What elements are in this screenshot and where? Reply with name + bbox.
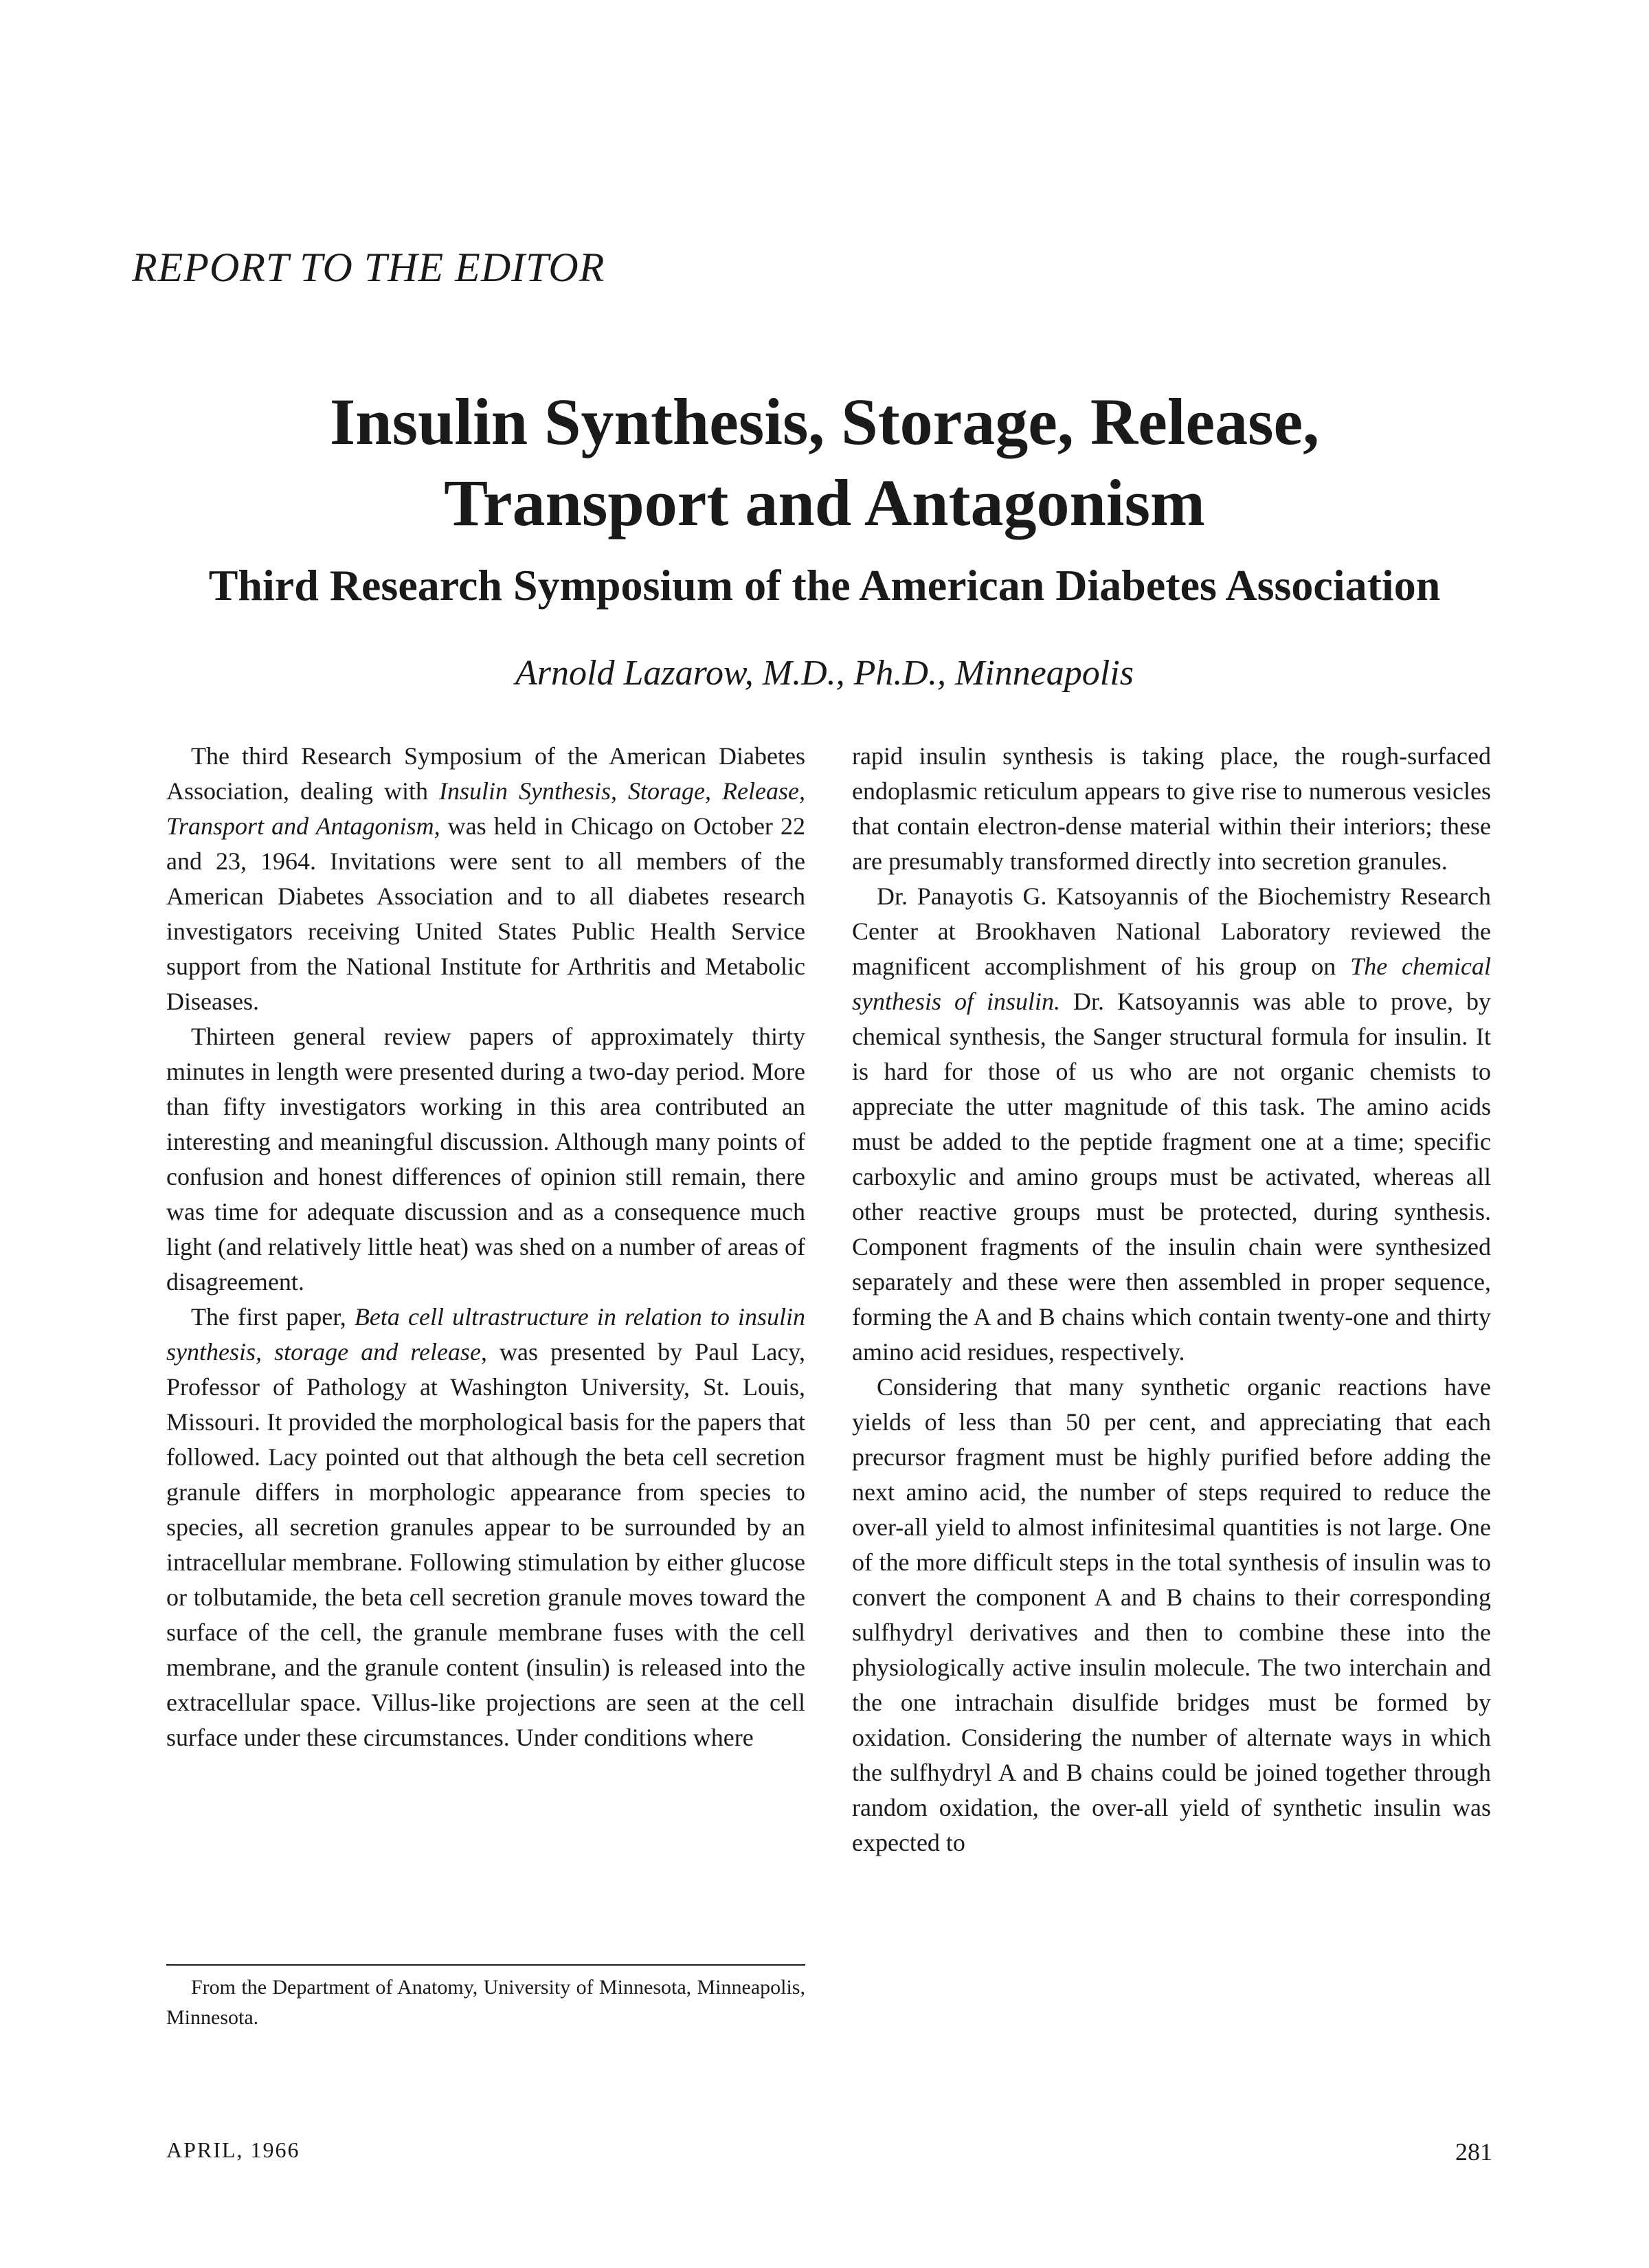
section-label: REPORT TO THE EDITOR [132, 245, 605, 290]
title-line-1: Insulin Synthesis, Storage, Release, [329, 385, 1320, 458]
left-column [166, 739, 805, 1755]
footnote-divider [166, 1964, 805, 1966]
paragraph: Considering that many synthetic organic reactions have yields of less than 50 per cent, and appreciating that each precursor fragment must be highly purified before adding the next amino acid, the number of steps required to reduce the over-all yield to almost infinitesimal quantities is not large. One of the more difficult steps in the total synthesis of insulin was to convert the component A and B chains to their corresponding sulfhydryl derivatives and then to combine these into the physiologically active insulin molecule. The two interchain and the one intrachain disulfide bridges must be formed by oxidation. Considering the number of alternate ways in which the sulfhydryl A and B chains could be joined together through random oxidation, the over-all yield of synthetic insulin was expected to [852, 1373, 1491, 1856]
paragraph: rapid insulin synthesis is taking place, the rough-surfaced endoplasmic reticulum appears to give rise to numerous vesicles that contain electron-dense material within their interiors; these are presumably transformed directly into secretion granules. [852, 742, 1491, 875]
paragraph: Dr. Panayotis G. Katsoyannis of the Biochemistry Research Center at Brookhaven National Laboratory reviewed the magnificent accomplishment of his group on The chemical synthesis of insulin. Dr. Katsoyannis was able to prove, by chemical synthesis, the Sanger structural formula for insulin. It is hard for those of us who are not organic chemists to appreciate the utter magnitude of this task. The amino acids must be added to the peptide fragment one at a time; specific carboxylic and amino groups must be activated, whereas all other reactive groups must be protected, during synthesis. Component fragments of the insulin chain were synthesized separately and these were then assembled in proper sequence, forming the A and B chains which contain twenty-one and thirty amino acid residues, respectively. [852, 882, 1491, 1366]
footnote: From the Department of Anatomy, University of Minnesota, Minneapolis, Minnesota. [166, 1976, 805, 2029]
article-subtitle: Third Research Symposium of the American Diabetes Association [208, 561, 1441, 610]
author-line: Arnold Lazarow, M.D., Ph.D., Minneapolis [515, 654, 1134, 693]
article-title [0, 381, 1649, 544]
title-line-2: Transport and Antagonism [444, 466, 1205, 540]
paragraph: The third Research Symposium of the American Diabetes Association, dealing with Insulin Synthesis, Storage, Release, Transport and Antagonism, was held in Chicago on October 22 and 23, 1964. Invitations were sent to all members of the American Diabetes Association and to all diabetes research investigators receiving United States Public Health Service support from the National Institute for Arthritis and Metabolic Diseases. [166, 742, 805, 1015]
right-column [852, 739, 1491, 1860]
paragraph: The first paper, Beta cell ultrastructure in relation to insulin synthesis, storage and release, was presented by Paul Lacy, Professor of Pathology at Washington University, St. Louis, Missouri. It provided the morphological basis for the papers that followed. Lacy pointed out that although the beta cell secretion granule differs in morphologic appearance from species to species, all secretion granules appear to be surrounded by an intracellular membrane. Following stimulation by either glucose or tolbutamide, the beta cell secretion granule moves toward the surface of the cell, the granule membrane fuses with the cell membrane, and the granule content (insulin) is released into the extracellular space. Villus-like projections are seen at the cell surface under these circumstances. Under conditions where [166, 1303, 806, 1751]
issue-date: APRIL, 1966 [166, 2137, 300, 2162]
page-number: 281 [1455, 2138, 1492, 2166]
paragraph: Thirteen general review papers of approximately thirty minutes in length were presented during a two-day period. More than fifty investigators working in this area contributed an interesting and meaningful discussion. Although many points of confusion and honest differences of opinion still remain, there was time for adequate discussion and as a consequence much light (and relatively little heat) was shed on a number of areas of disagreement. [166, 1023, 805, 1296]
